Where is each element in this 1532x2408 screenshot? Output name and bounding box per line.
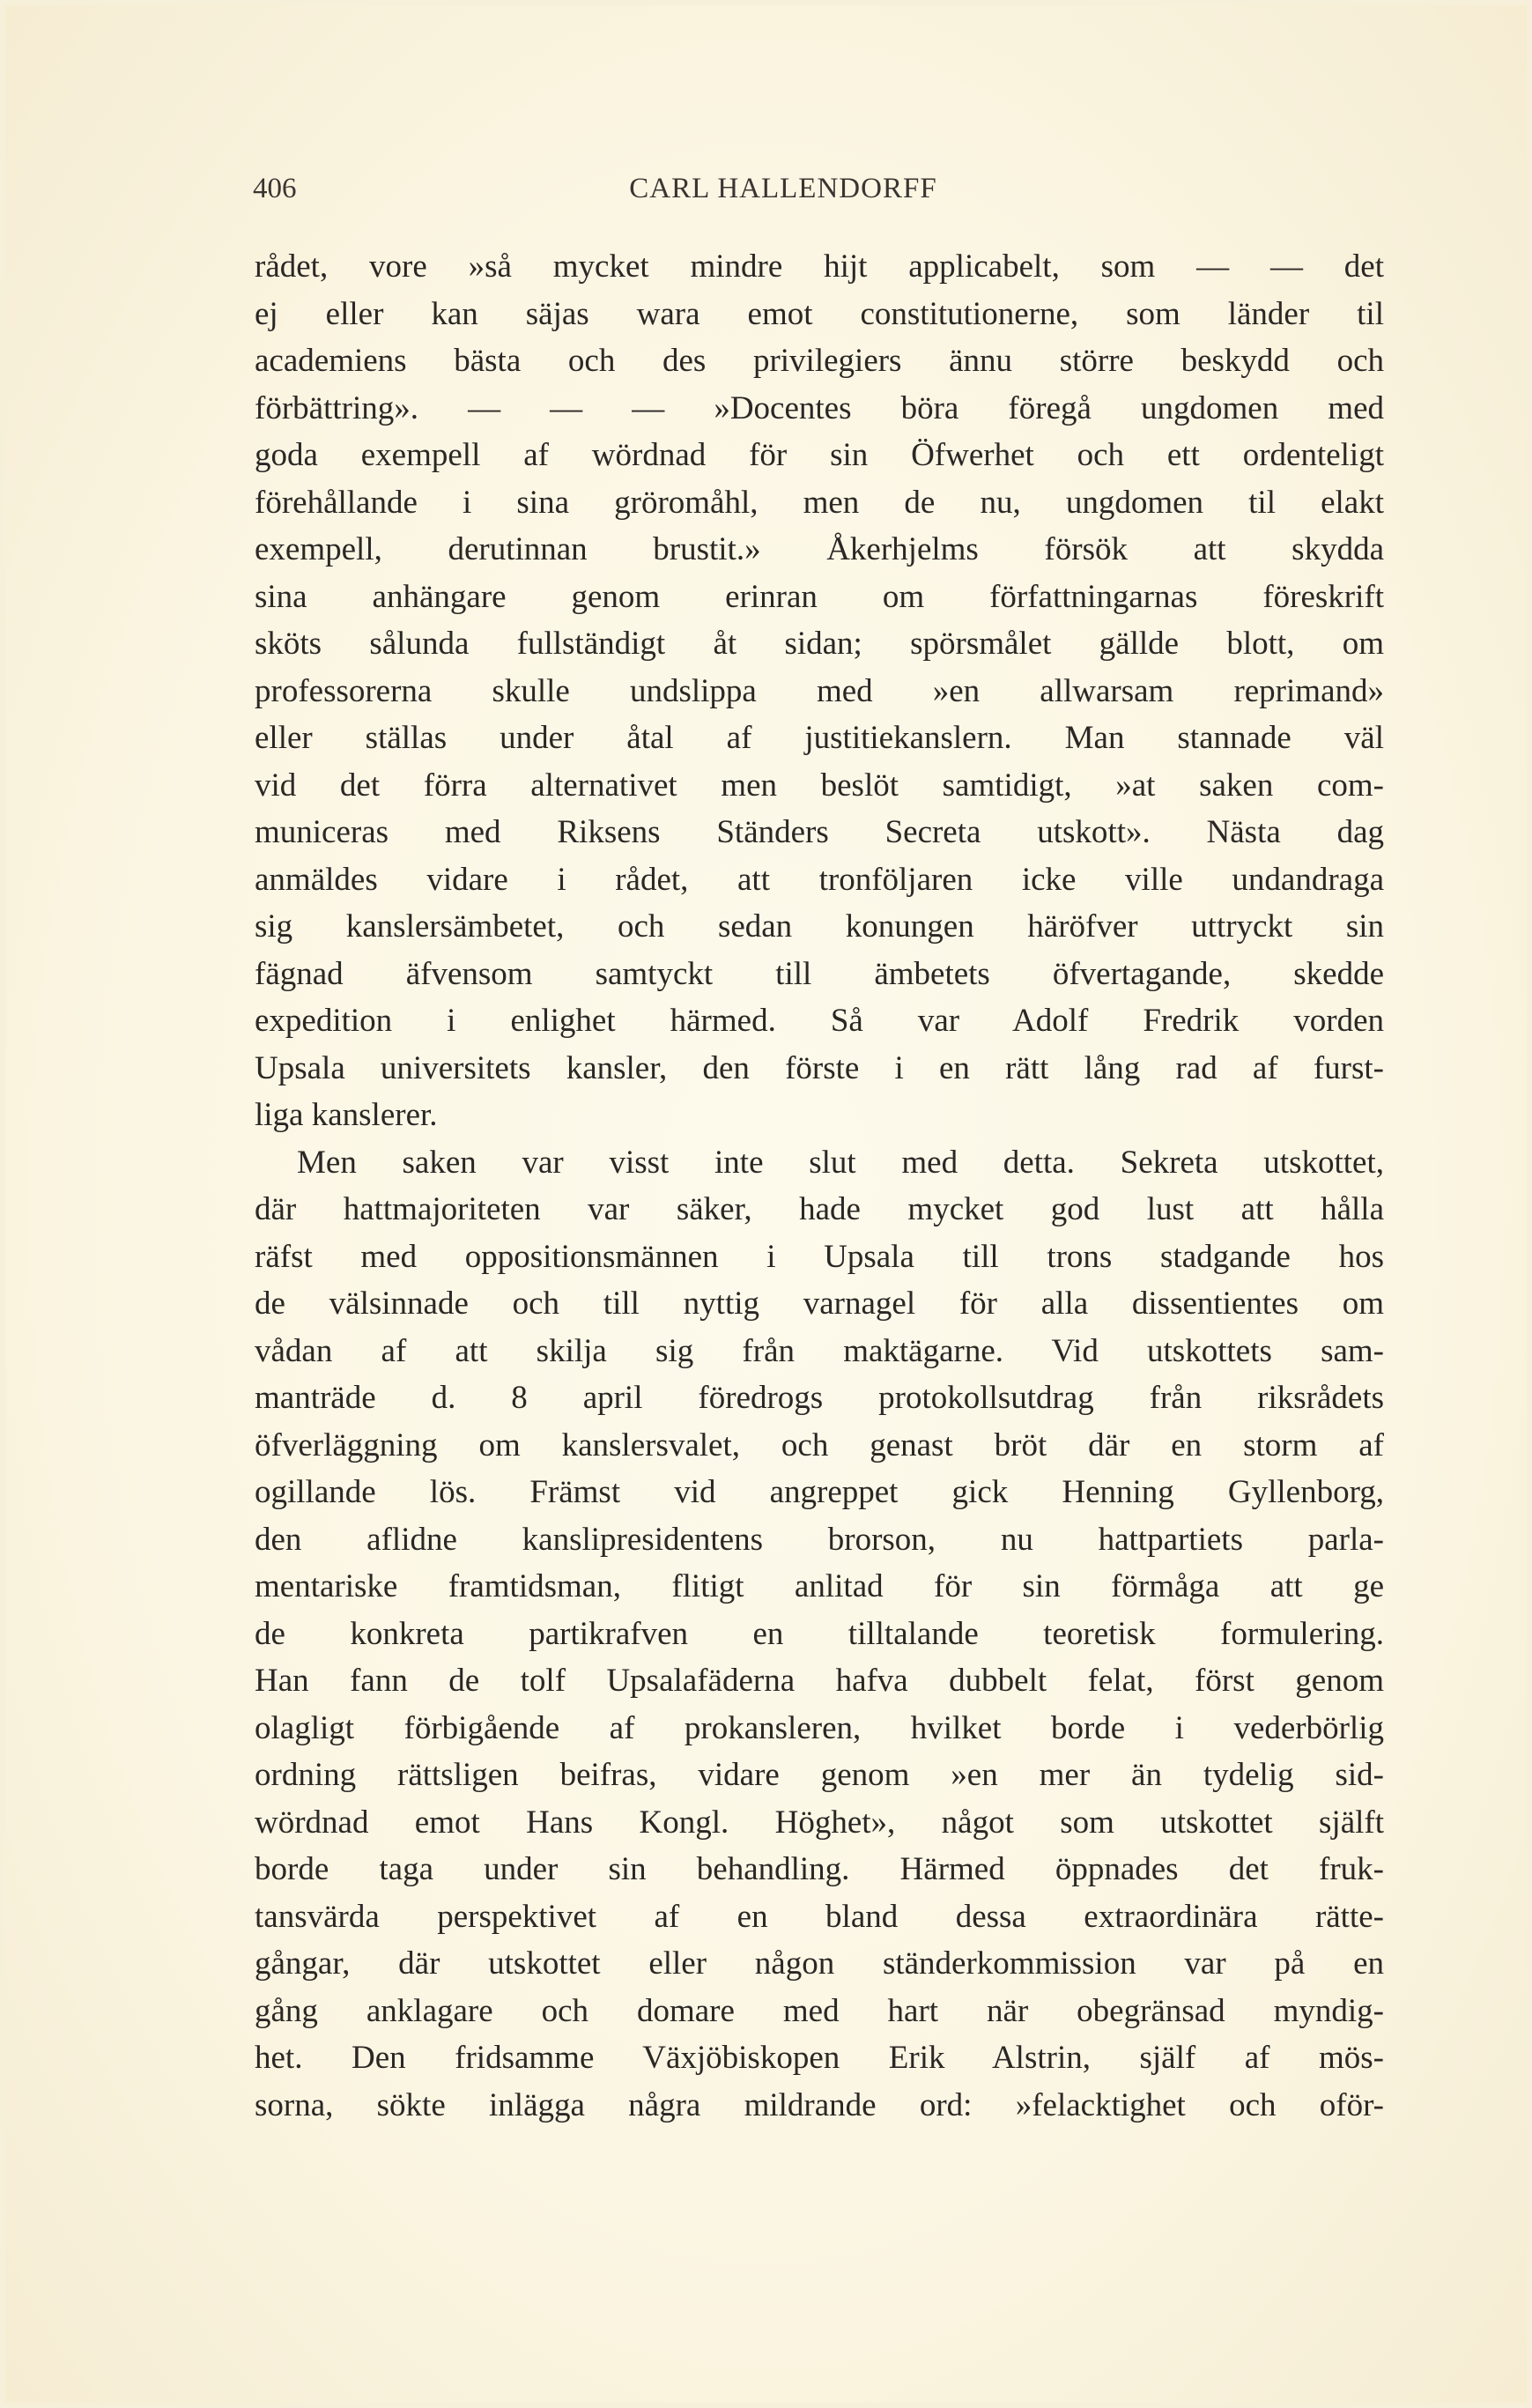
text-line: mentariske framtidsman, flitigt anlitad för sin förmåga att ge xyxy=(255,1568,1384,1604)
text-line: de konkreta partikrafven en tilltalande teoretisk formulering. xyxy=(255,1615,1384,1652)
running-title: CARL HALLENDORFF xyxy=(629,173,937,204)
text-line: gångar, där utskottet eller någon ständerkommission var på en xyxy=(255,1945,1384,1982)
text-line: ordning rättsligen beifras, vidare genom »en mer än tydelig sid- xyxy=(255,1757,1384,1793)
book-page xyxy=(5,5,1527,2403)
text-line: öfverläggning om kanslersvalet, och genast bröt där en storm af xyxy=(255,1426,1384,1463)
text-line: Men saken var visst inte slut med detta. Sekreta utskottet, xyxy=(297,1144,1384,1181)
text-line: het. Den fridsamme Växjöbiskopen Erik Alstrin, själf af mös- xyxy=(255,2040,1384,2076)
text-line: sig kanslersämbetet, och sedan konungen häröfver uttryckt sin xyxy=(255,908,1384,945)
text-line: olagligt förbigående af prokansleren, hvilket borde i vederbörlig xyxy=(255,1709,1384,1746)
text-line: ej eller kan säjas wara emot constitutionerne, som länder til xyxy=(255,295,1384,332)
text-line: de välsinnade och till nyttig varnagel för alla dissentientes om xyxy=(255,1286,1384,1322)
text-line: sina anhängare genom erinran om författningarnas föreskrift xyxy=(255,578,1384,615)
text-line: räfst med oppositionsmännen i Upsala till trons stadgande hos xyxy=(255,1238,1384,1275)
text-line: academiens bästa och des privilegiers ännu större beskydd och xyxy=(255,343,1384,379)
text-line: där hattmajoriteten var säker, hade mycket god lust att hålla xyxy=(255,1191,1384,1227)
text-line: liga kanslerer. xyxy=(255,1097,438,1133)
text-line: ogillande lös. Främst vid angreppet gick Henning Gyllenborg, xyxy=(255,1474,1384,1510)
text-line: expedition i enlighet härmed. Så var Adolf Fredrik vorden xyxy=(255,1003,1384,1039)
text-line: manträde d. 8 april föredrogs protokollsutdrag från riksrådets xyxy=(255,1380,1384,1416)
text-line: förbättring». — — — »Docentes böra föregå ungdomen med xyxy=(255,389,1384,426)
text-line: eller ställas under åtal af justitiekanslern. Man stannade väl xyxy=(255,720,1384,756)
text-line: vådan af att skilja sig från maktägarne. Vid utskottets sam- xyxy=(255,1332,1384,1369)
text-line: Upsala universitets kansler, den förste i en rätt lång rad af furst- xyxy=(255,1049,1384,1086)
text-line: vid det förra alternativet men beslöt samtidigt, »at saken com- xyxy=(255,767,1384,804)
text-line: municeras med Riksens Ständers Secreta utskott». Nästa dag xyxy=(255,814,1384,850)
text-line: professorerna skulle undslippa med »en allwarsam reprimand» xyxy=(255,672,1384,709)
text-line: exempell, derutinnan brustit.» Åkerhjelms försök att skydda xyxy=(255,531,1384,567)
text-line: tansvärda perspektivet af en bland dessa extraordinära rätte- xyxy=(255,1898,1384,1935)
text-line: borde taga under sin behandling. Härmed öppnades det fruk- xyxy=(255,1851,1384,1887)
text-line: rådet, vore »så mycket mindre hijt applicabelt, som — — det xyxy=(255,248,1384,285)
body-text xyxy=(255,243,1384,2129)
text-line: Han fann de tolf Upsalafäderna hafva dubbelt felat, först genom xyxy=(255,1663,1384,1699)
text-line: goda exempell af wördnad för sin Öfwerhet och ett ordenteligt xyxy=(255,437,1384,473)
text-line: wördnad emot Hans Kongl. Höghet», något som utskottet själft xyxy=(255,1804,1384,1841)
text-line: gång anklagare och domare med hart när obegränsad myndig- xyxy=(255,1992,1384,2029)
text-line: sköts sålunda fullständigt åt sidan; spörsmålet gällde blott, om xyxy=(255,626,1384,662)
text-line: förehållande i sina gröromåhl, men de nu, ungdomen til elakt xyxy=(255,484,1384,521)
text-line: den aflidne kanslipresidentens brorson, nu hattpartiets parla- xyxy=(255,1521,1384,1558)
page-number: 406 xyxy=(253,173,297,204)
text-line: fägnad äfvensom samtyckt till ämbetets öfvertagande, skedde xyxy=(255,955,1384,992)
text-line: anmäldes vidare i rådet, att tronföljaren icke ville undandraga xyxy=(255,861,1384,898)
running-header xyxy=(253,173,1384,211)
text-line: sorna, sökte inlägga några mildrande ord: »felacktighet och oför- xyxy=(255,2086,1384,2123)
